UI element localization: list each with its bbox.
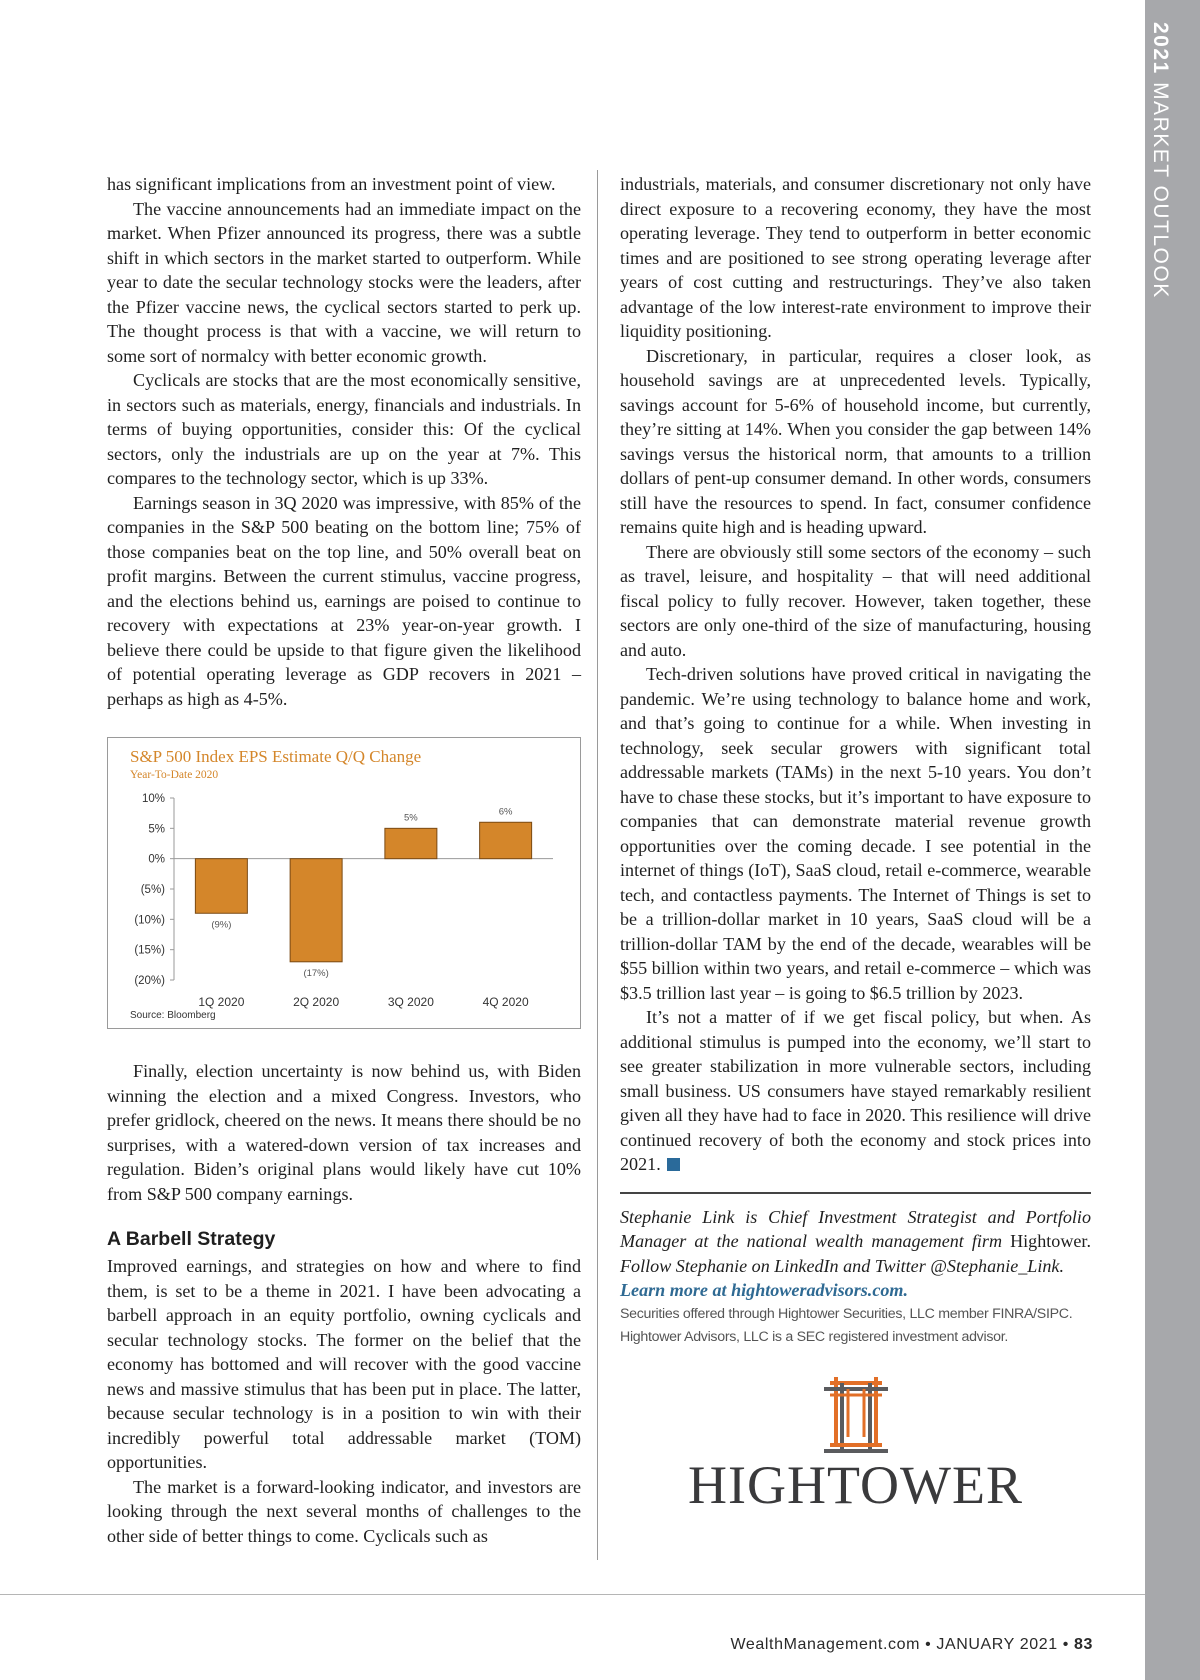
paragraph: Finally, election uncertainty is now behind us, with Biden winning the election and a mixed Congress. Investors, who prefer gridlock, cheered on the news. It means there should be no surprises, with a watered-down version of tax increases and regulation. Biden’s original plans would likely have cut 10% from S&P 500 company earnings. — [107, 1061, 581, 1204]
x-tick-label: 4Q 2020 — [482, 995, 529, 1009]
bar-1q-2020 — [195, 859, 247, 914]
bar-value-label: 6% — [498, 806, 513, 818]
y-tick-label: 10% — [141, 793, 165, 805]
learn-more-link[interactable]: Learn more at hightoweradvisors.com. — [620, 1280, 909, 1300]
section-label — [1148, 22, 1172, 299]
eps-chart — [107, 737, 581, 1029]
bar-4q-2020 — [480, 822, 532, 858]
chart-source: Source: Bloomberg — [130, 1010, 216, 1021]
y-tick-label: (5%) — [140, 884, 165, 896]
page-footer — [730, 1636, 1093, 1654]
eps-chart-svg — [108, 738, 580, 1028]
paragraph-final — [620, 1005, 1091, 1177]
bio-text: Stephanie Link is Chief Investment Strategist and Portfolio Manager at the national wealth management firm — [620, 1206, 1091, 1251]
paragraph: Discretionary, in particular, requires a closer look, as household savings are at unprecedented levels. Typically, savings account for 5-6% of household income, but currently, they’re sitting at 14%. When you consider the gap between 14% savings versus the historical norm, that amounts to a trillion dollars of pent-up consumer demand. In other words, consumers still have the resources to spend. In fact, consumer confidence remains quite high and is heading upward. — [620, 345, 1091, 537]
paragraph-text: It’s not a matter of if we get fiscal policy, but when. As additional stimulus is pumped into the economy, we’ll start to see greater stabilization in more vulnerable sectors, including small business. US consumers have stayed remarkably resilient given all they have had to face in 2020. This resilience will drive continued recovery of both the economy and stock prices into 2021. — [620, 1007, 1091, 1174]
bio-firm: Hightower. — [1010, 1231, 1091, 1251]
x-tick-label: 1Q 2020 — [198, 995, 245, 1009]
bar-3q-2020 — [385, 828, 437, 858]
chart-title: S&P 500 Index EPS Estimate Q/Q Change — [130, 747, 422, 766]
y-tick-label: (10%) — [134, 914, 165, 927]
x-tick-label: 3Q 2020 — [387, 995, 434, 1009]
footer-site: WealthManagement.com — [730, 1636, 921, 1653]
footer-separator: • — [1057, 1636, 1074, 1653]
section-title: MARKET OUTLOOK — [1149, 82, 1172, 299]
bar-value-label: (9%) — [211, 919, 232, 931]
paragraph: has significant implications from an investment point of view. — [107, 174, 556, 194]
left-column — [107, 172, 581, 1548]
paragraph: Cyclicals are stocks that are the most economically sensitive, in sectors such as materials, energy, financials and industrials. In terms of buying opportunities, consider this: Of the cyclical sectors, only the industrials are up on the year at 7%. This compares to the technology sector, which is up 33%. — [107, 370, 581, 488]
y-tick-label: 0% — [148, 853, 165, 866]
paragraph: The market is a forward-looking indicator, and investors are looking through the next several months of challenges to the other side of better things to come. Cyclicals such as — [107, 1476, 581, 1546]
bar-2q-2020 — [290, 859, 342, 962]
logo-wordmark: HIGHTOWER — [688, 1455, 1023, 1515]
bio-follow: Follow Stephanie on LinkedIn and Twitter @Stephanie_Link. — [620, 1255, 1064, 1276]
paragraph: The vaccine announcements had an immediate impact on the market. When Pfizer announced its progress, there was a subtle shift in which sectors in the market started to outperform. While year to date the secular technology stocks were the leaders, after the Pfizer vaccine news, the cyclical sectors started to perk up. The thought process is that with a vaccine, we will return to some sort of normalcy with better economic growth. — [107, 198, 581, 366]
chart-subtitle: Year-To-Date 2020 — [130, 769, 219, 781]
disclaimer: Securities offered through Hightower Securities, LLC member FINRA/SIPC. Hightower Advisors, LLC is a SEC registered investment advisor. — [620, 1305, 1073, 1345]
footer-date: JANUARY 2021 — [936, 1636, 1058, 1653]
section-heading: A Barbell Strategy — [107, 1228, 276, 1250]
hightower-logo — [620, 1375, 1091, 1514]
page-number: 83 — [1074, 1636, 1093, 1653]
section-year: 2021 — [1149, 22, 1172, 75]
x-tick-label: 2Q 2020 — [293, 995, 340, 1009]
y-tick-label: (20%) — [134, 975, 165, 987]
paragraph: There are obviously still some sectors of the economy – such as travel, leisure, and hospitality – that will need additional fiscal policy to fully recover. However, taken together, these sectors are only one-third of the size of manufacturing, housing and auto. — [620, 541, 1091, 660]
column-divider — [597, 170, 598, 1560]
footer-divider — [0, 1594, 1145, 1595]
end-mark-icon — [667, 1158, 680, 1171]
paragraph: Tech-driven solutions have proved critical in navigating the pandemic. We’re using technology to balance home and work, and that’s going to continue for a while. When investing in technology, seek secular growers with significant total addressable markets (TAMs) in the next 5-10 years. You don’t have to chase these stocks, but it’s important to have exposure to companies that can demonstrate material revenue growth opportunities over the coming decade. I see potential in the internet of things (IoT), SaaS cloud, retail e-commerce, wearable tech, and contactless payments. The Internet of Things is set to be a trillion-dollar market in 10 years, SaaS cloud will be a trillion-dollar TAM by the end of the decade, wearables will be $55 billion within two years, and retail e-commerce – which was $3.5 trillion last year – is going to $6.5 trillion by 2023. — [620, 664, 1091, 1003]
paragraph: industrials, materials, and consumer discretionary not only have direct exposure to a recovering economy, they have the most operating leverage. They tend to outperform in better economic times and are positioned to see strong operating leverage after years of cost cutting and restructurings. They’ve also taken advantage of the low interest-rate environment to improve their liquidity positioning. — [620, 174, 1091, 341]
author-bio — [620, 1205, 1091, 1279]
hightower-mark-icon — [820, 1375, 892, 1453]
y-tick-label: 5% — [148, 823, 165, 836]
footer-separator: • — [920, 1636, 937, 1653]
bio-divider — [620, 1192, 1091, 1194]
paragraph: Improved earnings, and strategies on how and where to find them, is set to be a theme in 2021. I have been advocating a barbell approach in an equity portfolio, owning cyclicals and secular technology stocks. The former on the belief that the economy has bottomed and will recover with the good vaccine news and massive stimulus that has been put in place. The latter, because secular technology is in a position to win with their incredibly powerful total addressable market (TOM) opportunities. — [107, 1256, 581, 1472]
y-tick-label: (15%) — [134, 944, 165, 957]
bar-value-label: (17%) — [303, 967, 329, 979]
bar-value-label: 5% — [404, 812, 418, 824]
paragraph: Earnings season in 3Q 2020 was impressive, with 85% of the companies in the S&P 500 beating on the bottom line; 75% of those companies beat on the top line, and 50% overall beat on profit margins. Between the current stimulus, vaccine progress, and the elections behind us, earnings are poised to continue to recovery with expectations at 23% year-on-year growth. I believe there could be upside to that figure given the likelihood of potential operating leverage as GDP recovers in 2021 – perhaps as high as 4-5%. — [107, 492, 581, 709]
right-column — [620, 172, 1091, 1513]
